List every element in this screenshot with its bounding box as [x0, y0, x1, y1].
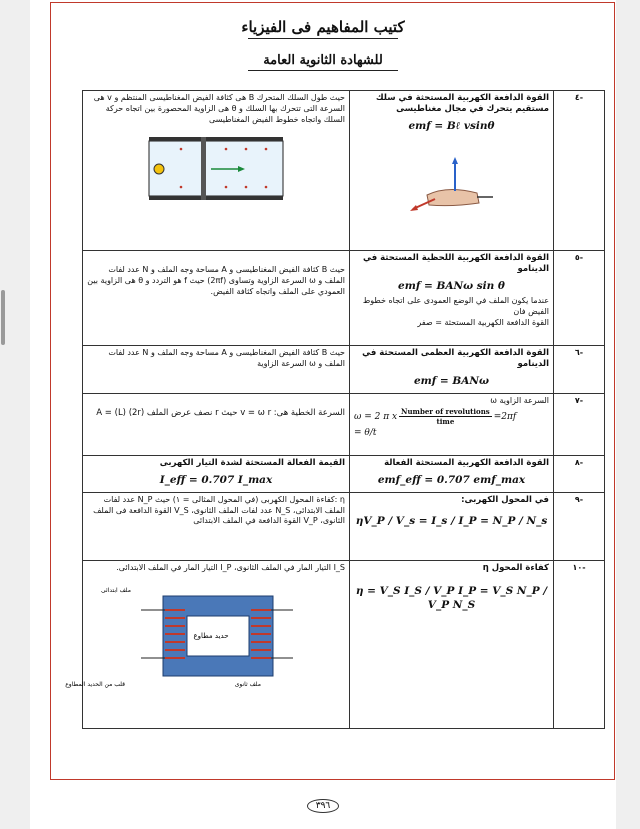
concept-cell: [350, 394, 554, 456]
description-cell: [65, 560, 350, 728]
page-subtitle: للشهادة الثانوية العامة: [263, 53, 383, 68]
right-hand-rule-icon: [407, 155, 497, 215]
fraction-numerator: Number of revolutions: [401, 406, 490, 416]
row-number: -٧: [554, 394, 605, 456]
concept-title: القوة الدافعة الكهربية المستحثة في سلك مستقيم يتحرك في مجال مغناطيسى: [375, 93, 549, 115]
description-equation: I_eff = 0.707 I_max: [159, 473, 273, 486]
concept-title: القوة الدافعة الكهربية المستحثة الفعالة: [384, 458, 549, 469]
table-row: [83, 492, 605, 560]
concept-title: في المحول الكهربى:: [461, 494, 549, 505]
revolutions-fraction: [399, 407, 492, 427]
row-number: -٨: [554, 456, 605, 493]
description-text: حيث B كثافة الفيض المغناطيسى و A مساحة وجه الملف و N عدد لفات الملف و ω السرعة الزاوية: [108, 348, 345, 368]
secondary-label: ملف ثانوى: [234, 680, 261, 688]
description-cell: [83, 456, 350, 493]
concept-title: القوة الدافعة الكهربية العظمى المستحثة في الدينامو: [362, 348, 549, 370]
moving-wire-diagram: [141, 131, 291, 206]
laminated-core-label: قلب من الحديد المطاوع: [65, 680, 125, 688]
document-page: [30, 0, 616, 829]
description-text: حيث طول السلك المتحرك B هى كثافة الفيض المغناطيسى المنتظم و v هى السرعة التى تتحرك بها السلك و θ هى الزاوية المحصورة بين اتجاه حركة السلك واتجاه خطوط الفيض المغناطيسى: [93, 93, 345, 124]
formula-part-b: =2πf: [493, 411, 517, 422]
description-text: η :كفاءة المحول الكهربى (في المحول المثالى = ١) حيث N_P عدد لفات الملف الابتدائى، N_S عدد لفات الملف الثانوى، V_S القوة الدافعة فى الملف الثانوى، V_P القوة الدافعة في الملف الابتدائى: [93, 494, 345, 526]
table-row: [83, 560, 605, 728]
core-label: حديد مطاوع: [193, 631, 229, 640]
table-row: [83, 394, 605, 456]
row-number: -٥: [554, 251, 605, 346]
concept-equation: ηV_P / V_s = I_s / I_P = N_P / N_s: [355, 515, 548, 528]
angular-velocity-formula: [354, 407, 549, 427]
transformer-diagram: [65, 580, 311, 690]
concepts-table: [65, 90, 605, 729]
formula-part-a: ω = 2 π x: [354, 411, 398, 422]
description-text: I_S التيار المار في الملف الثانوى، I_P التيار المار في الملف الابتدائى.: [116, 562, 345, 572]
row-number: -٩: [554, 492, 605, 560]
concept-note: عندما يكون الملف في الوضع العمودى على اتجاه خطوط الفيض فان: [362, 296, 549, 316]
scrollbar-thumb[interactable]: [1, 290, 5, 345]
concept-equation: emf_eff = 0.707 emf_max: [377, 473, 526, 486]
concept-cell: [350, 251, 554, 346]
row-number: -٤: [554, 91, 605, 251]
page-number: ٣٩٦: [307, 799, 340, 813]
table-row: [83, 456, 605, 493]
concept-cell: [350, 346, 554, 394]
concept-cell: [350, 91, 554, 251]
description-cell: [83, 394, 350, 456]
concept-cell: [350, 456, 554, 493]
description-text: السرعة الخطية هى: v = ω r حيث r نصف عرض الملف A = (L) (2r): [96, 408, 345, 419]
description-cell: [83, 346, 350, 394]
concept-equation: emf = Bℓ vsinθ: [408, 119, 495, 132]
table-row: [83, 346, 605, 394]
concept-cell: [350, 560, 554, 728]
concept-equation: η = V_S I_S / V_P I_P = V_S N_P / V_P N_S: [355, 585, 548, 612]
page-header: [30, 18, 616, 71]
description-cell: [83, 492, 350, 560]
description-cell: [83, 91, 350, 251]
formula-part-c: = θ/t: [354, 427, 377, 438]
row-number: -١٠: [554, 560, 605, 728]
row-number: -٦: [554, 346, 605, 394]
concept-equation: emf = BANω sin θ: [398, 279, 505, 292]
fraction-denominator: time: [436, 417, 455, 427]
description-text: حيث B كثافة الفيض المغناطيسى و A مساحة وجه الملف و N عدد لفات الملف و ω السرعة الزاوية وتساوى (2πf) حيث f هو التردد و θ هى الزاوية بين العمودي على الملف واتجاه كثافة الفيض.: [87, 265, 345, 296]
subtitle-underline: [248, 70, 398, 71]
table-row: [83, 91, 605, 251]
concept-title: السرعة الزاوية ω: [490, 396, 549, 406]
concept-note-2: القوة الدافعة الكهربية المستحثة = صفر: [417, 317, 549, 327]
concept-equation: emf = BANω: [413, 374, 490, 387]
title-underline: [248, 38, 398, 39]
concept-cell: [350, 492, 554, 560]
description-title: القيمة الفعالة المستحثة لشدة التيار الكهربى: [159, 458, 345, 469]
primary-label: ملف ابتدائى: [101, 586, 131, 594]
concept-title: كفاءة المحول η: [482, 562, 549, 573]
table-row: [83, 251, 605, 346]
description-cell: [83, 251, 350, 346]
page-title: كتيب المفاهيم فى الفيزياء: [241, 18, 405, 36]
page-footer: [30, 793, 616, 813]
concept-title: القوة الدافعة الكهربية اللحظية المستحثة في الدينامو: [362, 253, 549, 275]
